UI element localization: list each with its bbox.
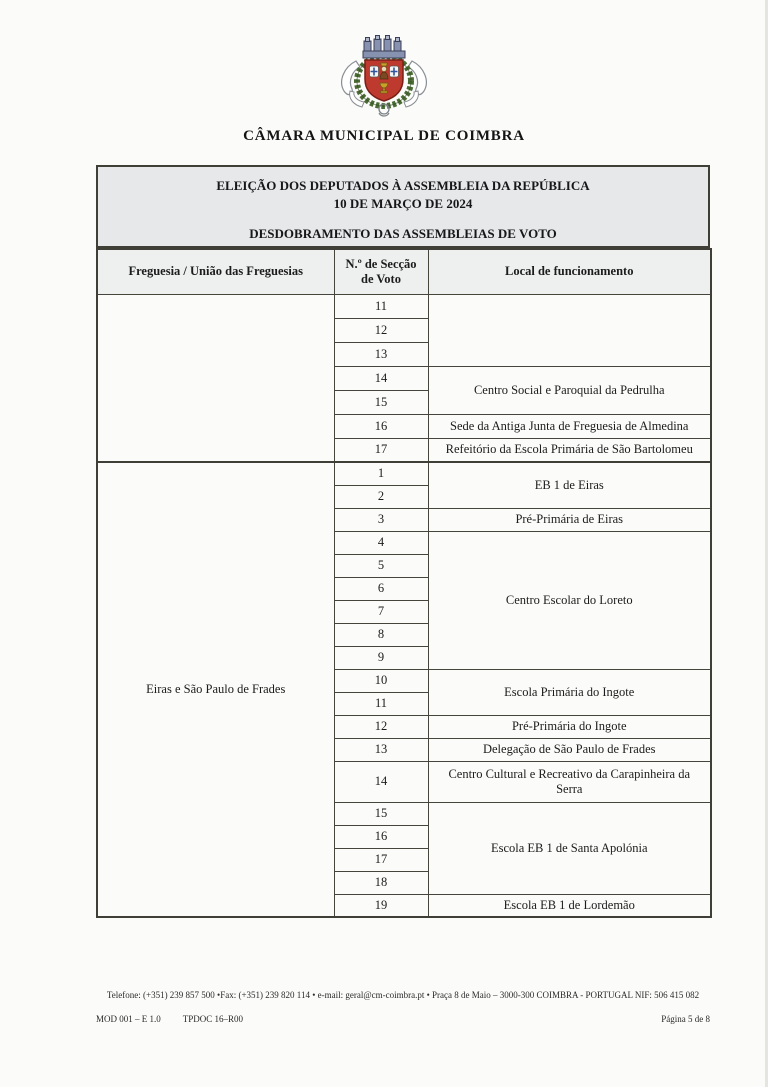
row-number-cell: 14	[334, 761, 428, 802]
page-footer	[96, 990, 710, 1024]
location-cell: EB 1 de Eiras	[428, 462, 711, 508]
location-cell: Centro Social e Paroquial da Pedrulha	[428, 366, 711, 414]
coat-of-arms-icon	[334, 27, 434, 123]
table-row	[97, 294, 711, 318]
row-number-cell: 13	[334, 738, 428, 761]
election-date: 10 DE MARÇO DE 2024	[333, 196, 473, 211]
footer-mod-code: MOD 001 – E 1.0	[96, 1014, 161, 1024]
location-cell: Pré-Primária de Eiras	[428, 508, 711, 531]
row-number-cell: 15	[334, 390, 428, 414]
footer-meta-row	[96, 1014, 710, 1024]
footer-doc-codes	[96, 1014, 265, 1024]
row-number-cell: 1	[334, 462, 428, 485]
footer-page-number: Página 5 de 8	[661, 1014, 710, 1024]
footer-contact-info: Telefone: (+351) 239 857 500 •Fax: (+351) 239 820 114 • e-mail: geral@cm-coimbra.pt • Praça 8 de Maio – 3000-300 COIMBRA - PORTUGAL NIF: 506 415 082	[106, 990, 700, 1000]
freguesia-cell: Eiras e São Paulo de Frades	[97, 462, 334, 917]
col-header-freguesia: Freguesia / União das Freguesias	[97, 249, 334, 294]
footer-tpdoc-code: TPDOC 16–R00	[182, 1014, 244, 1024]
location-cell	[428, 294, 711, 366]
location-cell: Pré-Primária do Ingote	[428, 715, 711, 738]
document-subtitle: DESDOBRAMENTO DAS ASSEMBLEIAS DE VOTO	[249, 226, 557, 241]
row-number-cell: 9	[334, 646, 428, 669]
voting-sections-table	[96, 248, 712, 918]
location-cell: Delegação de São Paulo de Frades	[428, 738, 711, 761]
coimbra-coat-of-arms-logo	[334, 27, 434, 123]
row-number-cell: 11	[334, 692, 428, 715]
table-section-1	[97, 294, 711, 462]
page-title: CÂMARA MUNICIPAL DE COIMBRA	[243, 128, 525, 144]
row-number-cell: 16	[334, 825, 428, 848]
row-number-cell: 18	[334, 871, 428, 894]
location-cell: Escola EB 1 de Santa Apolónia	[428, 802, 711, 894]
row-number-cell: 6	[334, 577, 428, 600]
row-number-cell: 10	[334, 669, 428, 692]
location-cell: Escola EB 1 de Lordemão	[428, 894, 711, 917]
col-header-seccao: N.º de Secção de Voto	[334, 249, 428, 294]
table-section-2	[97, 462, 711, 917]
document-content	[96, 165, 710, 918]
location-cell: Refeitório da Escola Primária de São Bartolomeu	[428, 438, 711, 462]
location-cell: Sede da Antiga Junta de Freguesia de Almedina	[428, 414, 711, 438]
row-number-cell: 19	[334, 894, 428, 917]
table-row	[97, 462, 711, 485]
header-row	[97, 249, 711, 294]
election-header-box	[96, 165, 710, 248]
row-number-cell: 17	[334, 438, 428, 462]
row-number-cell: 12	[334, 318, 428, 342]
row-number-cell: 2	[334, 485, 428, 508]
row-number-cell: 14	[334, 366, 428, 390]
row-number-cell: 15	[334, 802, 428, 825]
row-number-cell: 12	[334, 715, 428, 738]
election-title: ELEIÇÃO DOS DEPUTADOS À ASSEMBLEIA DA REPÚBLICA	[216, 178, 590, 193]
freguesia-cell	[97, 294, 334, 462]
row-number-cell: 3	[334, 508, 428, 531]
location-cell: Centro Escolar do Loreto	[428, 531, 711, 669]
row-number-cell: 17	[334, 848, 428, 871]
row-number-cell: 5	[334, 554, 428, 577]
row-number-cell: 11	[334, 294, 428, 318]
row-number-cell: 8	[334, 623, 428, 646]
row-number-cell: 16	[334, 414, 428, 438]
row-number-cell: 4	[334, 531, 428, 554]
location-cell: Escola Primária do Ingote	[428, 669, 711, 715]
location-cell: Centro Cultural e Recreativo da Carapinheira da Serra	[428, 761, 711, 802]
row-number-cell: 7	[334, 600, 428, 623]
table-header	[97, 249, 711, 294]
col-header-local: Local de funcionamento	[428, 249, 711, 294]
row-number-cell: 13	[334, 342, 428, 366]
